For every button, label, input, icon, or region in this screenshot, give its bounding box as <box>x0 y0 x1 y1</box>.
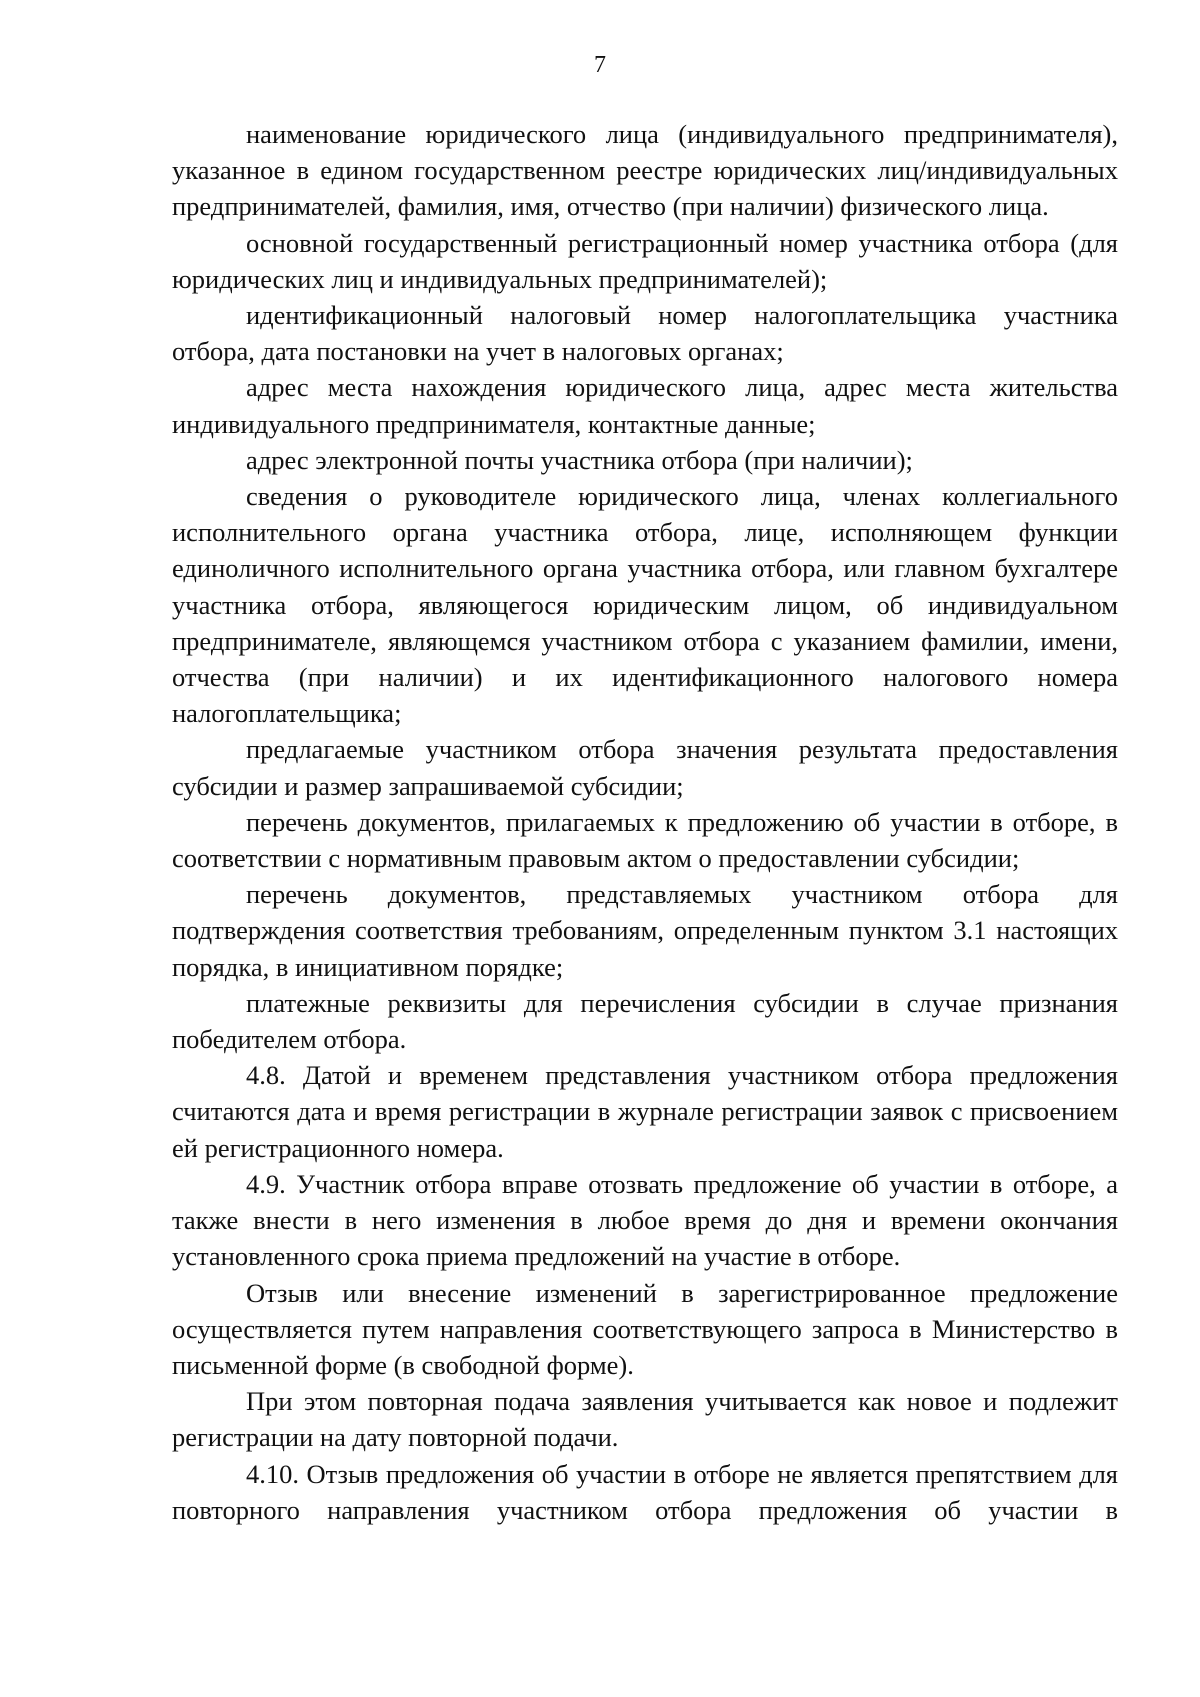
paragraph-4-9: 4.9. Участник отбора вправе отозвать предложение об участии в отборе, а также внести в него изменения в любое время до дня и времени окончания установленного срока приема предложений на участие в отборе. <box>172 1168 1118 1272</box>
paragraph-management-info: сведения о руководителе юридического лица, членах коллегиального исполнительного органа участника отбора, лице, исполняющем функции единоличного исполнительного органа участника отбора, или главном бухгалтере участника отбора, являющегося юридическим лицом, об индивидуальном предпринимателе, являющемся участником отбора с указанием фамилии, имени, отчества (при наличии) и их идентификационного налогового номера налогоплательщика; <box>172 481 1118 729</box>
document-body <box>172 116 1118 1528</box>
paragraph-result-values: предлагаемые участником отбора значения результата предоставления субсидии и размер запрашиваемой субсидии; <box>172 734 1118 801</box>
paragraph-address: адрес места нахождения юридического лица, адрес места жительства индивидуального предпринимателя, контактные данные; <box>172 372 1118 439</box>
paragraph-resubmission: При этом повторная подача заявления учитывается как новое и подлежит регистрации на дату повторной подачи. <box>172 1386 1118 1453</box>
paragraph-payment-details: платежные реквизиты для перечисления субсидии в случае признания победителем отбора. <box>172 987 1118 1055</box>
paragraph-4-10: 4.10. Отзыв предложения об участии в отборе не является препятствием для повторного направления участником отбора предложения об участии в <box>172 1458 1118 1525</box>
paragraph-email: адрес электронной почты участника отбора (при наличии); <box>246 444 913 475</box>
paragraph-ogrn: основной государственный регистрационный номер участника отбора (для юридических лиц и индивидуальных предпринимателей); <box>172 227 1118 294</box>
paragraph-inn: идентификационный налоговый номер налогоплательщика участника отбора, дата постановки на учет в налоговых органах; <box>172 300 1118 367</box>
paragraph-legal-entity-name: наименование юридического лица (индивидуального предпринимателя), указанное в едином государственном реестре юридических лиц/индивидуальных предпринимателей, фамилия, имя, отчество (при наличии) физического лица. <box>172 119 1118 222</box>
paragraph-4-8: 4.8. Датой и временем представления участником отбора предложения считаются дата и время регистрации в журнале регистрации заявок с присвоением ей регистрационного номера. <box>172 1060 1118 1163</box>
page-number: 7 <box>594 52 606 78</box>
paragraph-withdrawal: Отзыв или внесение изменений в зарегистрированное предложение осуществляется путем направления соответствующего запроса в Министерство в письменной форме (в свободной форме). <box>172 1277 1118 1380</box>
paragraph-supporting-documents: перечень документов, представляемых участником отбора для подтверждения соответствия требованиям, определенным пунктом 3.1 настоящих порядка, в инициативном порядке; <box>172 879 1118 982</box>
paragraph-attached-documents: перечень документов, прилагаемых к предложению об участии в отборе, в соответствии с нормативным правовым актом о предоставлении субсидии; <box>172 806 1118 874</box>
